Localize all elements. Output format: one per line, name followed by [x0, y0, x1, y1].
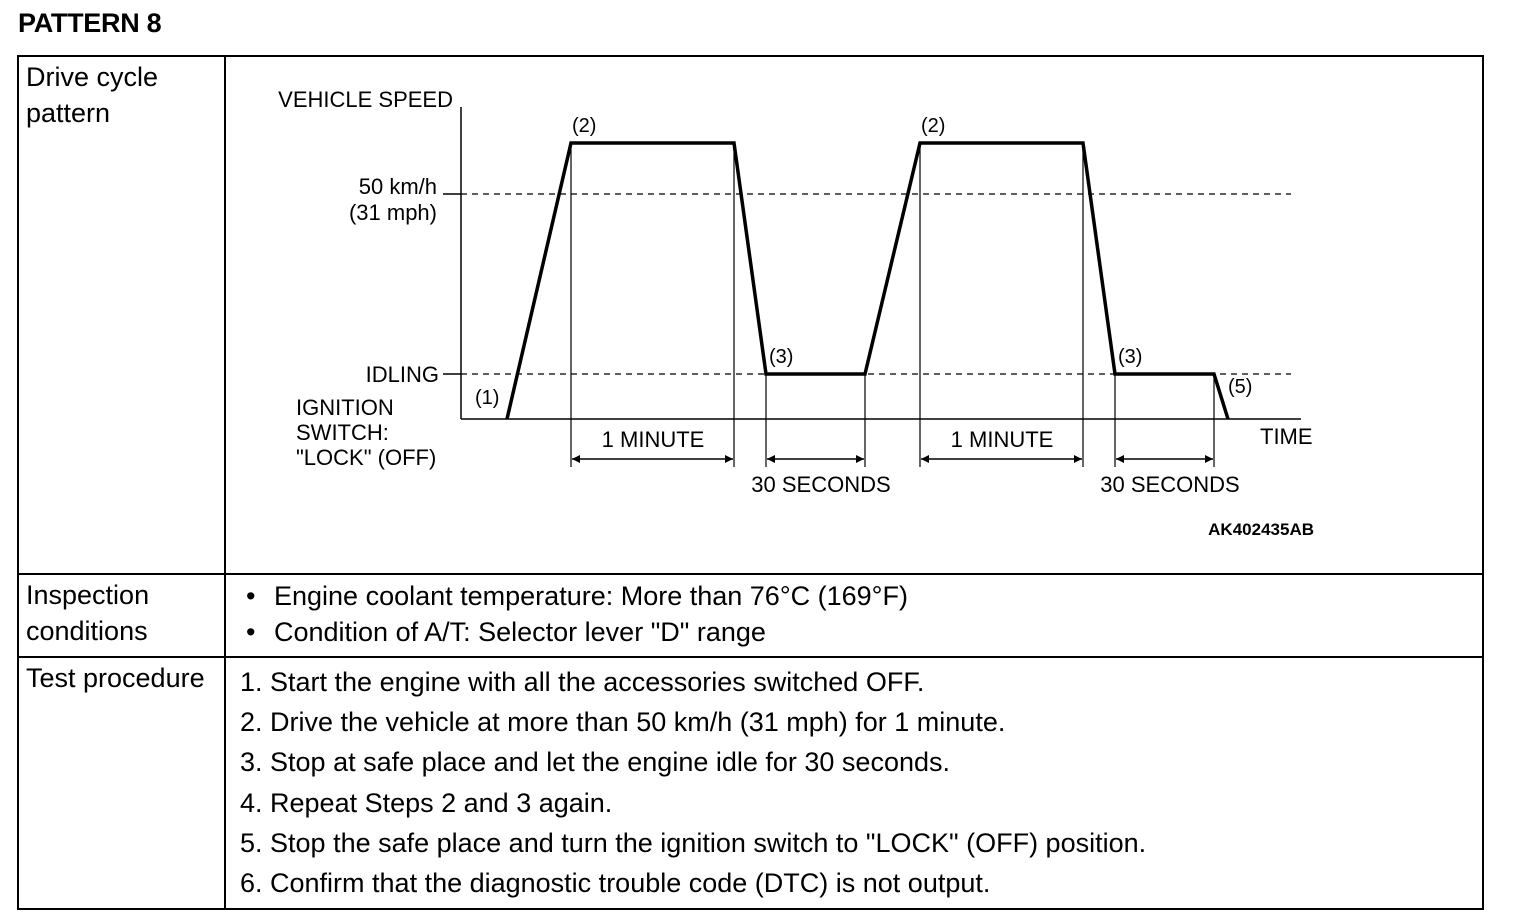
drive-cycle-diagram	[226, 57, 1484, 573]
drive-cycle-diagram-cell	[224, 57, 1482, 573]
page-title: PATTERN 8	[18, 8, 162, 38]
procedure-step-4: 4. Repeat Steps 2 and 3 again.	[240, 787, 613, 818]
condition-coolant-temperature: Engine coolant temperature: More than 76°C (169°F)	[274, 581, 908, 611]
speed-label-kmh: 50 km/h	[358, 174, 437, 199]
drive-cycle-table	[17, 55, 1484, 910]
procedure-step-1: 1. Start the engine with all the accessories switched OFF.	[240, 667, 925, 697]
procedure-step-2: 2. Drive the vehicle at more than 50 km/h (31 mph) for 1 minute.	[240, 707, 1006, 738]
duration-label-1-minute-b: 1 MINUTE	[950, 427, 1054, 452]
inspection-conditions-list	[246, 578, 908, 650]
test-procedure-cell	[224, 658, 1482, 910]
bullet-icon: •	[246, 617, 256, 647]
duration-label-30-seconds-b: 30 SECONDS	[1100, 472, 1240, 497]
idling-label: IDLING	[365, 362, 439, 387]
condition-selector-lever: Condition of A/T: Selector lever "D" range	[274, 617, 766, 647]
marker-2b: (2)	[921, 115, 946, 137]
speed-label-mph: (31 mph)	[348, 200, 437, 225]
duration-label-30-seconds-a: 30 SECONDS	[751, 472, 891, 497]
inspection-conditions-cell	[224, 575, 1482, 656]
procedure-step-5: 5. Stop the safe place and turn the ignition switch to "LOCK" (OFF) position.	[240, 827, 1147, 858]
row-test-procedure	[19, 658, 1482, 910]
list-item	[246, 578, 908, 614]
list-item	[246, 614, 908, 650]
figure-code: AK402435AB	[1208, 520, 1314, 539]
row-drive-cycle-pattern	[19, 57, 1482, 575]
x-axis-label: TIME	[1260, 424, 1313, 449]
marker-5: (5)	[1228, 376, 1253, 398]
bullet-icon: •	[246, 581, 256, 611]
marker-1: (1)	[475, 387, 500, 409]
marker-3a: (3)	[769, 346, 794, 368]
duration-label-1-minute-a: 1 MINUTE	[601, 427, 705, 452]
ignition-label-line-2: SWITCH:	[296, 420, 389, 445]
row-label-drive-cycle: Drive cycle pattern	[26, 62, 159, 128]
row-label-inspection: Inspection conditions	[26, 580, 150, 646]
row-label-test-procedure: Test procedure	[26, 663, 205, 693]
y-axis-label: VEHICLE SPEED	[278, 87, 453, 112]
marker-3b: (3)	[1118, 346, 1143, 368]
marker-2a: (2)	[572, 115, 597, 137]
ignition-label-line-3: "LOCK" (OFF)	[296, 445, 437, 470]
speed-profile-line	[507, 143, 1228, 419]
procedure-step-6: 6. Confirm that the diagnostic trouble code (DTC) is not output.	[240, 868, 991, 899]
ignition-label-line-1: IGNITION	[296, 395, 394, 420]
test-procedure-steps	[240, 662, 1146, 903]
procedure-step-3: 3. Stop at safe place and let the engine idle for 30 seconds.	[240, 747, 950, 778]
row-inspection-conditions	[19, 575, 1482, 658]
